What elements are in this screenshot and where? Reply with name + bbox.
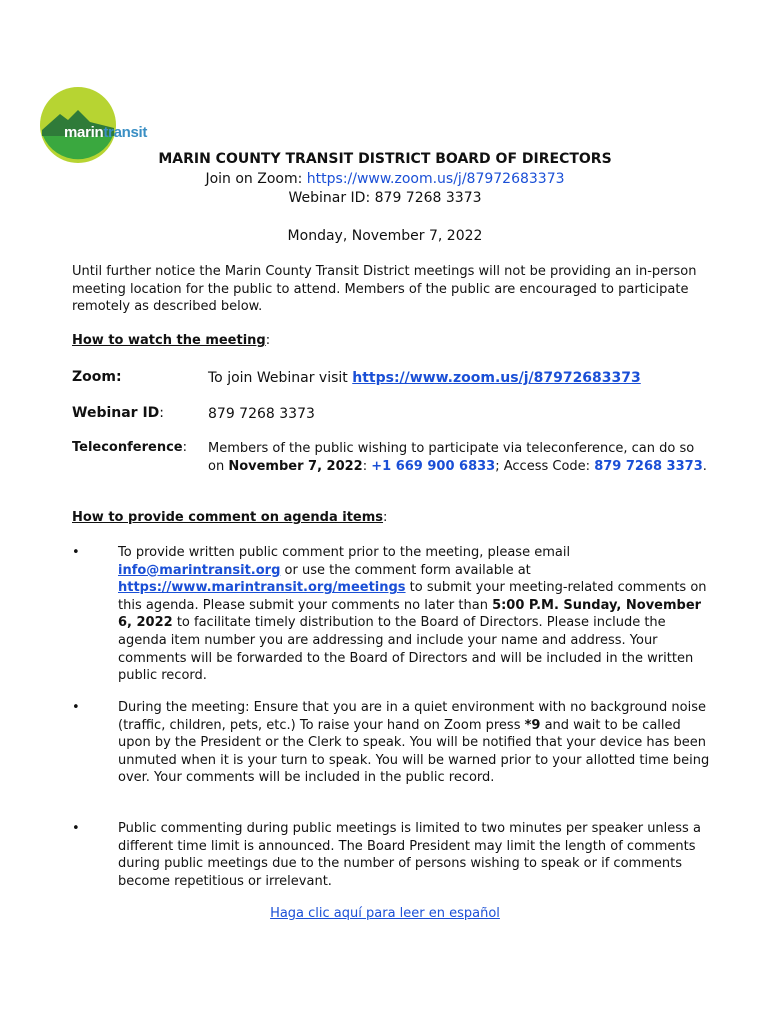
comment-deadline: 5:00 P.M. Sunday, November 6, 2022 [118, 597, 702, 631]
tele-colon: : [362, 459, 372, 474]
meeting-date: Monday, November 7, 2022 [287, 228, 483, 244]
teleconference-value [208, 440, 714, 476]
zoom-join-link[interactable]: https://www.zoom.us/j/87972683373 [306, 171, 565, 187]
zoom-webinar-link[interactable]: https://www.zoom.us/j/87972683373 [352, 370, 641, 386]
spanish-link-line [0, 906, 770, 921]
watch-heading [72, 332, 712, 350]
webinar-label [72, 405, 164, 421]
logo-wordmark [64, 124, 147, 141]
b1-text-1: To provide written public comment prior to the meeting, please email [118, 545, 571, 560]
b1-text-2: or use the comment form available at [280, 562, 531, 578]
zoom-text: To join Webinar visit [208, 370, 353, 386]
raise-hand-key: *9 [524, 717, 541, 733]
tele-text: Members of the public wishing to participate via teleconference, can do so on [208, 441, 695, 474]
zoom-join-line [0, 171, 770, 187]
webinar-id-value: 879 7268 3373 [208, 406, 315, 422]
bullet-marker: • [72, 700, 80, 715]
zoom-value [208, 369, 714, 387]
bullet-text-during-meeting [118, 699, 712, 787]
intro-paragraph: Until further notice the Marin County Transit District meetings will not be providing an in-person meeting location for the public to attend. Members of the public are encouraged to participate remotely as described below. [72, 264, 697, 314]
webinar-label-colon: : [159, 405, 164, 421]
tele-date: November 7, 2022 [228, 459, 363, 474]
bullet-text-written-comment [118, 544, 712, 685]
comment-heading-colon: : [383, 510, 388, 525]
tele-period: . [702, 459, 707, 474]
logo-text-marin: marin [64, 124, 104, 141]
logo-text-transit: transit [103, 124, 148, 141]
b1-text-4: to facilitate timely distribution to the Board of Directors. Please include the agenda item number you are addressing and include your name and address. Your comments will be forwarded to the Board of Directors and will be included in the written public record. [118, 615, 694, 684]
teleconference-label-text: Teleconference [72, 440, 183, 455]
email-link[interactable]: info@marintransit.org [118, 562, 281, 578]
watch-heading-text: How to watch the meeting [72, 333, 266, 348]
zoom-join-label: Join on Zoom: [205, 171, 307, 187]
comment-heading-text: How to provide comment on agenda items [72, 510, 384, 525]
webinar-label-text: Webinar ID [72, 405, 160, 421]
watch-heading-colon: : [265, 333, 271, 348]
tele-access-code: 879 7268 3373 [594, 459, 703, 474]
comment-heading [72, 509, 712, 527]
tele-phone[interactable]: +1 669 900 6833 [371, 459, 496, 474]
tele-access-label: ; Access Code: [495, 459, 595, 474]
b2-text-1: During the meeting: Ensure that you are in a quiet environment with no background noise (traffic, children, pets, etc.) To raise your hand on Zoom press [118, 700, 707, 733]
document-title: MARIN COUNTY TRANSIT DISTRICT BOARD OF DIRECTORS [158, 151, 612, 167]
b2-text-2: and wait to be called upon by the President or the Clerk to speak. You will be notified that your device has been unmuted when it is your turn to speak. You will be warned prior to your allotted time being over. Your comments will be included in the public record. [118, 717, 710, 786]
bullet-marker: • [72, 545, 80, 560]
bullet-text-time-limit: Public commenting during public meetings is limited to two minutes per speaker unless a different time limit is announced. The Board President may limit the length of comments during public meetings due to the number of persons wishing to speak or if comments become repetitious or irrelevant. [118, 821, 701, 889]
meetings-link[interactable]: https://www.marintransit.org/meetings [118, 580, 406, 596]
teleconference-label [72, 440, 187, 455]
webinar-id-line: Webinar ID: 879 7268 3373 [288, 190, 482, 206]
bullet-marker: • [72, 821, 80, 836]
zoom-label: Zoom: [72, 369, 122, 385]
b1-text-3: to submit your meeting-related comments on this agenda. Please submit your comments no later than [118, 580, 707, 613]
spanish-version-link[interactable]: Haga clic aquí para leer en español [270, 906, 500, 921]
teleconference-label-colon: : [182, 440, 187, 455]
